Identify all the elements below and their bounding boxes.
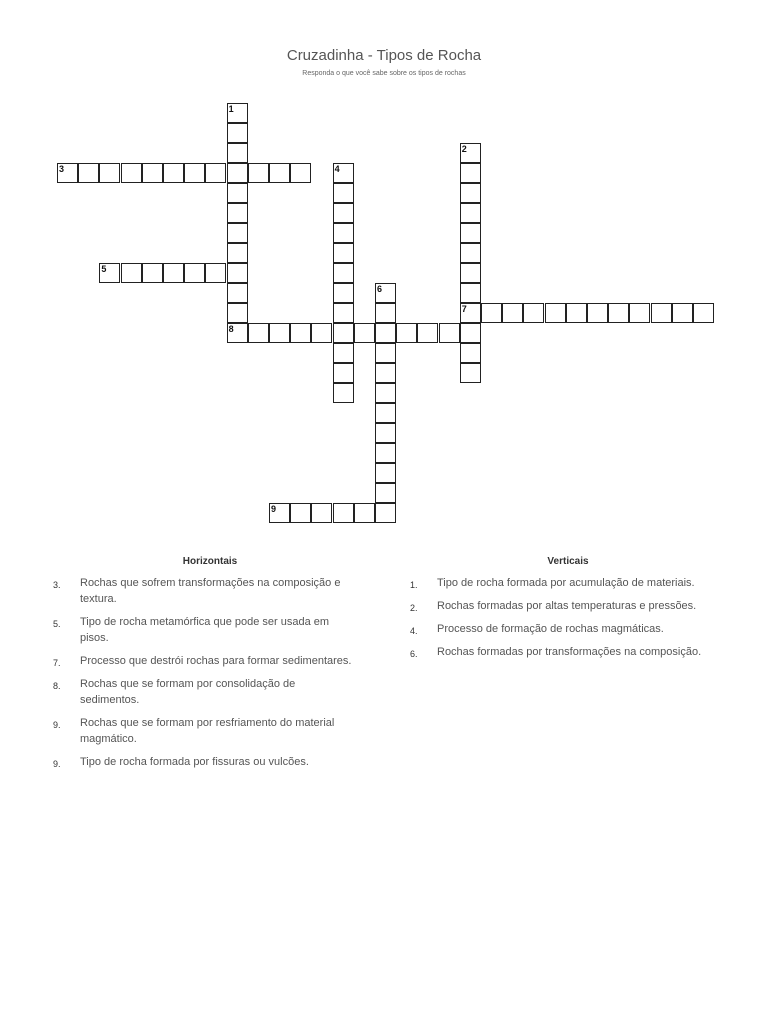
clue-number-label: 2 <box>461 144 467 154</box>
grid-cell[interactable] <box>311 503 332 523</box>
grid-cell[interactable] <box>587 303 608 323</box>
grid-cell[interactable] <box>99 163 120 183</box>
grid-cell[interactable] <box>375 463 396 483</box>
clue-text: Processo de formação de rochas magmáticas. <box>437 623 664 635</box>
grid-cell[interactable] <box>227 263 248 283</box>
grid-cell[interactable] <box>333 383 354 403</box>
grid-cell[interactable] <box>439 323 460 343</box>
grid-cell[interactable] <box>333 223 354 243</box>
grid-cell[interactable] <box>333 243 354 263</box>
grid-cell[interactable] <box>57 163 78 183</box>
grid-cell[interactable] <box>460 183 481 203</box>
clue-number-label: 7 <box>461 304 467 314</box>
horizontal-clues-list <box>53 575 353 777</box>
grid-cell[interactable] <box>333 183 354 203</box>
grid-cell[interactable] <box>290 323 311 343</box>
grid-cell[interactable] <box>333 283 354 303</box>
grid-cell[interactable] <box>121 263 142 283</box>
grid-cell[interactable] <box>396 323 417 343</box>
grid-cell[interactable] <box>375 443 396 463</box>
clue-number-label: 5 <box>101 264 107 274</box>
clue-item <box>410 575 710 591</box>
grid-cell[interactable] <box>333 503 354 523</box>
clue-text: Rochas que se formam por consolidação de sedimentos. <box>80 678 296 706</box>
grid-cell[interactable] <box>502 303 523 323</box>
grid-cell[interactable] <box>333 303 354 323</box>
clue-number: 8. <box>53 681 61 691</box>
clue-item <box>53 715 353 747</box>
clue-number: 1. <box>410 580 418 590</box>
grid-cell[interactable] <box>269 503 290 523</box>
clue-text: Rochas formadas por altas temperaturas e pressões. <box>437 600 697 612</box>
grid-cell[interactable] <box>460 323 481 343</box>
grid-cell[interactable] <box>227 183 248 203</box>
grid-cell[interactable] <box>227 163 248 183</box>
grid-cell[interactable] <box>375 423 396 443</box>
grid-cell[interactable] <box>142 263 163 283</box>
grid-cell[interactable] <box>227 243 248 263</box>
grid-cell[interactable] <box>290 503 311 523</box>
grid-cell[interactable] <box>651 303 672 323</box>
grid-cell[interactable] <box>227 303 248 323</box>
grid-cell[interactable] <box>693 303 714 323</box>
grid-cell[interactable] <box>311 323 332 343</box>
grid-cell[interactable] <box>460 343 481 363</box>
grid-cell[interactable] <box>460 243 481 263</box>
grid-cell[interactable] <box>227 103 248 123</box>
clue-item <box>410 644 710 660</box>
clue-number: 9. <box>53 759 61 769</box>
grid-cell[interactable] <box>333 343 354 363</box>
grid-cell[interactable] <box>460 283 481 303</box>
grid-cell[interactable] <box>163 263 184 283</box>
clue-item <box>53 653 353 669</box>
vertical-clues-list <box>410 575 710 667</box>
grid-cell[interactable] <box>375 403 396 423</box>
grid-cell[interactable] <box>269 163 290 183</box>
page-title: Cruzadinha - Tipos de Rocha <box>286 47 482 64</box>
grid-cell[interactable] <box>375 283 396 303</box>
grid-cell[interactable] <box>481 303 502 323</box>
clue-number: 5. <box>53 619 61 629</box>
clue-number-label: 3 <box>59 164 65 174</box>
clue-item <box>53 754 353 770</box>
clue-item <box>410 621 710 637</box>
grid-cell[interactable] <box>375 363 396 383</box>
grid-cell[interactable] <box>375 323 396 343</box>
clue-number-label: 4 <box>334 164 340 174</box>
clue-item <box>53 614 353 646</box>
grid-cell[interactable] <box>269 323 290 343</box>
grid-cell[interactable] <box>333 363 354 383</box>
clue-item <box>410 598 710 614</box>
grid-cell[interactable] <box>333 263 354 283</box>
grid-cell[interactable] <box>142 163 163 183</box>
grid-cell[interactable] <box>290 163 311 183</box>
grid-cell[interactable] <box>227 283 248 303</box>
grid-cell[interactable] <box>375 303 396 323</box>
clue-number-label: 9 <box>271 504 277 514</box>
clue-number: 6. <box>410 649 418 659</box>
grid-cell[interactable] <box>460 203 481 223</box>
grid-cell[interactable] <box>545 303 566 323</box>
clue-number-label: 6 <box>377 284 383 294</box>
grid-cell[interactable] <box>375 343 396 363</box>
clue-number: 3. <box>53 580 61 590</box>
clue-number-label: 1 <box>228 104 234 114</box>
grid-cell[interactable] <box>227 203 248 223</box>
grid-cell[interactable] <box>460 363 481 383</box>
grid-cell[interactable] <box>78 163 99 183</box>
grid-cell[interactable] <box>205 163 226 183</box>
grid-cell[interactable] <box>333 163 354 183</box>
grid-cell[interactable] <box>227 143 248 163</box>
clue-item <box>53 676 353 708</box>
grid-cell[interactable] <box>460 163 481 183</box>
grid-cell[interactable] <box>566 303 587 323</box>
grid-cell[interactable] <box>460 263 481 283</box>
grid-cell[interactable] <box>99 263 120 283</box>
clue-item <box>53 575 353 607</box>
grid-cell[interactable] <box>121 163 142 183</box>
grid-cell[interactable] <box>184 163 205 183</box>
grid-cell[interactable] <box>227 323 248 343</box>
vertical-clues-heading: Verticais <box>547 556 589 567</box>
clue-text: Tipo de rocha formada por fissuras ou vulcões. <box>80 756 309 768</box>
clue-text: Rochas que se formam por resfriamento do material magmático. <box>80 717 335 745</box>
grid-cell[interactable] <box>608 303 629 323</box>
grid-cell[interactable] <box>460 303 481 323</box>
clue-text: Tipo de rocha metamórfica que pode ser usada em pisos. <box>80 616 330 644</box>
clue-number: 2. <box>410 603 418 613</box>
grid-cell[interactable] <box>460 223 481 243</box>
clue-text: Rochas formadas por transformações na composição. <box>437 646 702 658</box>
clue-number: 4. <box>410 626 418 636</box>
grid-cell[interactable] <box>205 263 226 283</box>
grid-cell[interactable] <box>629 303 650 323</box>
clue-number: 9. <box>53 720 61 730</box>
grid-cell[interactable] <box>672 303 693 323</box>
grid-cell[interactable] <box>333 323 354 343</box>
grid-cell[interactable] <box>333 203 354 223</box>
grid-cell[interactable] <box>460 143 481 163</box>
clue-number: 7. <box>53 658 61 668</box>
grid-cell[interactable] <box>354 323 375 343</box>
grid-cell[interactable] <box>375 483 396 503</box>
grid-cell[interactable] <box>227 123 248 143</box>
grid-cell[interactable] <box>184 263 205 283</box>
clue-number-label: 8 <box>228 324 234 334</box>
horizontal-clues-heading: Horizontais <box>182 556 238 567</box>
grid-cell[interactable] <box>163 163 184 183</box>
clue-text: Tipo de rocha formada por acumulação de materiais. <box>437 577 695 589</box>
grid-cell[interactable] <box>375 503 396 523</box>
page-subtitle: Responda o que você sabe sobre os tipos de rochas <box>302 70 466 77</box>
grid-cell[interactable] <box>248 323 269 343</box>
clue-text: Processo que destrói rochas para formar sedimentares. <box>80 655 352 667</box>
grid-cell[interactable] <box>523 303 544 323</box>
grid-cell[interactable] <box>417 323 438 343</box>
grid-cell[interactable] <box>227 223 248 243</box>
grid-cell[interactable] <box>354 503 375 523</box>
clue-text: Rochas que sofrem transformações na composição e textura. <box>80 577 341 605</box>
grid-cell[interactable] <box>248 163 269 183</box>
grid-cell[interactable] <box>375 383 396 403</box>
